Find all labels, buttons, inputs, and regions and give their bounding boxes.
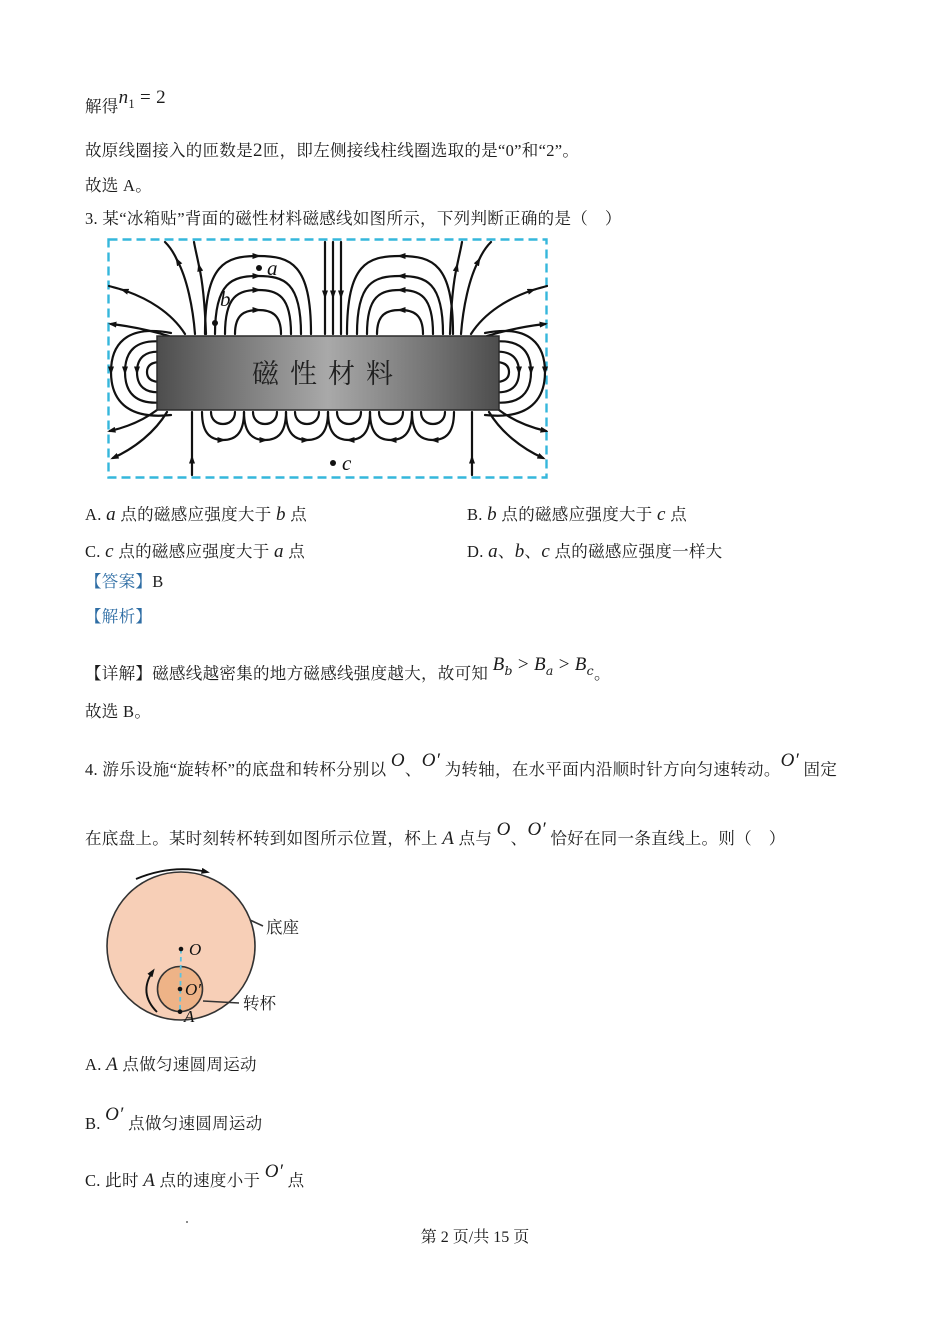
- text-segment: = 2: [134, 87, 166, 108]
- text-segment: c: [105, 541, 114, 562]
- point-b-dot: [212, 320, 218, 326]
- q4-figure: [100, 862, 440, 1032]
- q4-stem-line2: [85, 818, 786, 851]
- q3-stem: 3. 某“冰箱贴”背面的磁性材料磁感线如图所示，下列判断正确的是（ ）: [85, 209, 622, 228]
- text-segment: c: [586, 663, 594, 678]
- text-segment: >: [553, 654, 575, 675]
- text-segment: 匝，即左侧接线柱线圈选取的是“0”和“2”。: [262, 141, 580, 160]
- magnet-bar-label: 磁性材料: [252, 359, 404, 389]
- text-segment: >: [512, 654, 534, 675]
- text-segment: 、: [524, 542, 542, 561]
- base-label: 底座: [266, 918, 299, 937]
- text-segment: O′: [527, 819, 546, 840]
- text-segment: c: [657, 504, 666, 525]
- text-segment: A: [106, 1054, 118, 1075]
- q4-option-b: [85, 1103, 262, 1135]
- point-a-dot: [256, 265, 262, 271]
- coil-turns-line: [85, 139, 579, 163]
- text-segment: 点的磁感应强度大于: [113, 542, 274, 561]
- q4-stem-line1: [85, 749, 837, 781]
- text-segment: b: [487, 504, 497, 525]
- text-segment: 故原线圈接入的匝数是: [85, 141, 253, 160]
- text-segment: 点: [283, 1171, 305, 1190]
- q3-detail-line: [85, 653, 611, 685]
- text-segment: C.: [85, 542, 106, 561]
- text-segment: A.: [85, 505, 107, 524]
- text-segment: O′: [105, 1104, 124, 1125]
- text-segment: 点的磁感应强度一样大: [550, 542, 723, 561]
- text-segment: b: [275, 504, 286, 525]
- text-segment: B: [533, 654, 546, 675]
- answer-label: 【答案】: [85, 572, 153, 591]
- point-b-label: b: [220, 287, 231, 311]
- text-segment: 、: [510, 829, 528, 848]
- q3-option-a: [85, 503, 307, 527]
- text-segment: 4. 游乐设施“旋转杯”的底盘和转杯分别以: [85, 760, 391, 779]
- text-segment: 点做匀速圆周运动: [123, 1114, 263, 1133]
- point-oprime-dot: [178, 987, 183, 992]
- rotating-cup-figure: [100, 862, 440, 1032]
- point-o-dot: [179, 947, 184, 952]
- magnet-field-figure: [107, 238, 548, 479]
- text-segment: O′: [780, 750, 800, 771]
- text-segment: 、: [497, 542, 515, 561]
- text-segment: 点: [285, 505, 307, 524]
- text-segment: 固定: [799, 760, 838, 779]
- text-segment: 2: [253, 140, 263, 161]
- text-segment: 。: [593, 664, 611, 683]
- text-segment: B: [492, 654, 505, 675]
- text-segment: b: [504, 663, 513, 678]
- text-segment: 解得: [85, 97, 119, 116]
- text-segment: 点: [283, 542, 305, 561]
- text-segment: C. 此时: [85, 1171, 144, 1190]
- text-segment: 点做匀速圆周运动: [117, 1055, 257, 1074]
- text-segment: a: [106, 504, 116, 525]
- text-segment: 恰好在同一条直线上。则（ ）: [545, 829, 786, 848]
- cup-label: 转杯: [243, 994, 276, 1013]
- text-segment: O: [496, 819, 511, 840]
- text-segment: B.: [467, 505, 488, 524]
- point-a2-dot: [178, 1009, 183, 1014]
- text-segment: 【详解】磁感线越密集的地方磁感线强度越大，故可知: [85, 664, 493, 683]
- stray-mark: [186, 1221, 188, 1223]
- text-segment: n: [118, 87, 129, 108]
- text-segment: 点与: [454, 829, 497, 848]
- text-segment: B: [574, 654, 587, 675]
- text-segment: b: [514, 541, 525, 562]
- text-segment: A.: [85, 1055, 107, 1074]
- q3-answer-line: [85, 572, 164, 593]
- text-segment: 在底盘上。某时刻转杯转到如图所示位置，杯上: [85, 829, 443, 848]
- point-c-label: c: [342, 451, 352, 475]
- text-segment: c: [541, 541, 551, 562]
- q3-figure: [107, 238, 548, 479]
- text-segment: A: [442, 828, 455, 849]
- text-segment: 点的磁感应强度大于: [115, 505, 276, 524]
- point-a-label: a: [267, 256, 278, 280]
- q4-option-a: [85, 1053, 257, 1077]
- text-segment: 点的速度小于: [155, 1171, 265, 1190]
- text-segment: 点的磁感应强度大于: [496, 505, 658, 524]
- text-segment: 为转轴，在水平面内沿顺时针方向匀速转动。: [440, 760, 781, 779]
- text-segment: 、: [404, 760, 422, 779]
- q3-analysis-label: 【解析】: [85, 607, 153, 626]
- choose-answer-a-line: 故选 A。: [85, 176, 153, 195]
- text-segment: O′: [421, 750, 441, 771]
- text-segment: a: [545, 663, 554, 678]
- point-a2-label: A: [184, 1007, 195, 1026]
- text-segment: a: [273, 541, 284, 562]
- q3-choose-line: 故选 B。: [85, 702, 152, 721]
- text-segment: 点: [665, 505, 687, 524]
- point-c-dot: [330, 460, 336, 466]
- q3-option-b: [467, 503, 687, 527]
- text-segment: O: [390, 750, 405, 771]
- text-segment: D.: [467, 542, 489, 561]
- solution-derivation-line: [85, 86, 166, 118]
- text-segment: O′: [264, 1161, 284, 1182]
- page-footer: 第 2 页/共 15 页: [420, 1229, 530, 1246]
- text-segment: a: [488, 541, 498, 562]
- q4-option-c: [85, 1160, 304, 1193]
- text-segment: A: [143, 1170, 156, 1191]
- point-o-label: O: [189, 940, 202, 959]
- q3-option-d: [467, 540, 723, 564]
- q3-option-c: [85, 540, 305, 564]
- answer-value: B: [152, 572, 164, 591]
- text-segment: B.: [85, 1114, 106, 1133]
- point-oprime-label: O′: [185, 980, 201, 999]
- text-segment: 1: [128, 97, 135, 111]
